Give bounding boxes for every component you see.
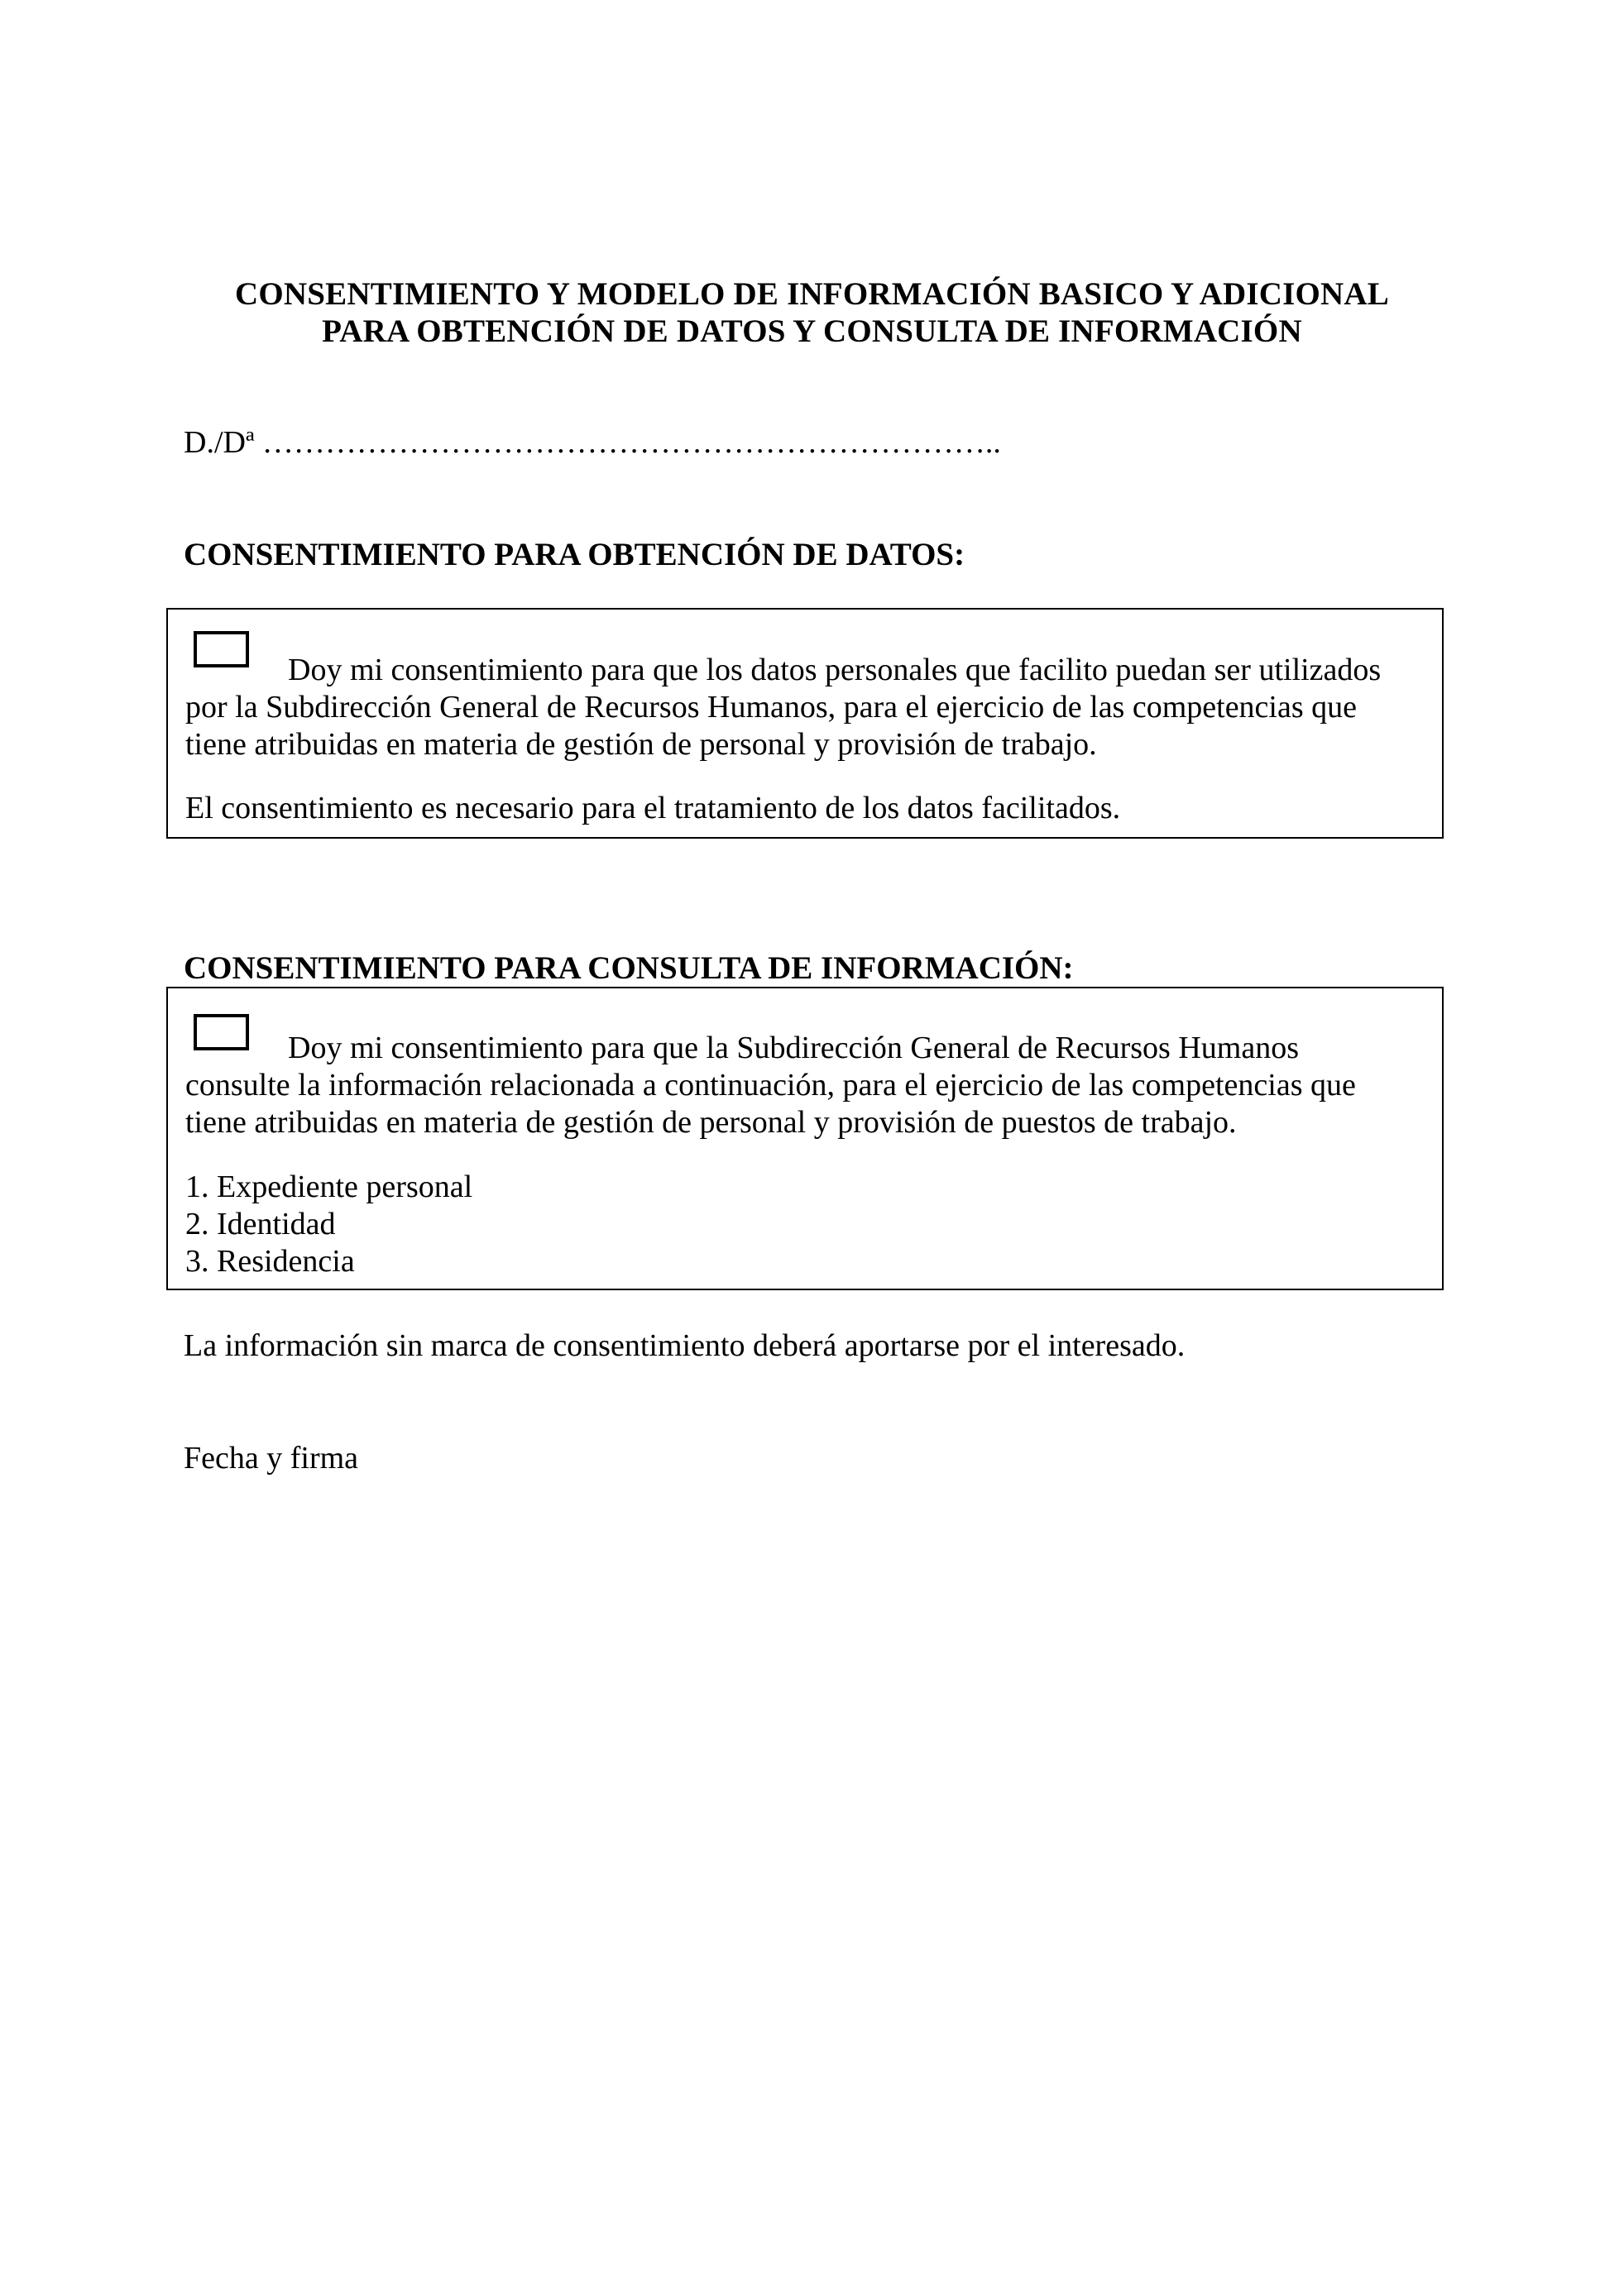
data-consent-heading: CONSENTIMIENTO PARA OBTENCIÓN DE DATOS: (184, 537, 965, 572)
list-item: 2. Identidad (185, 1207, 336, 1241)
info-consent-checkbox[interactable] (194, 1014, 249, 1050)
info-consent-text-line-3: tiene atribuidas en materia de gestión de personal y provisión de puestos de trabajo. (185, 1105, 1237, 1140)
info-consent-text-line-1: Doy mi consentimiento para que la Subdirección General de Recursos Humanos (288, 1031, 1299, 1065)
data-consent-checkbox[interactable] (194, 631, 249, 667)
list-item: 1. Expediente personal (185, 1170, 473, 1204)
name-field-line[interactable]: D./Dª …………………………………………………………….. (184, 425, 1001, 460)
data-consent-text-line-1: Doy mi consentimiento para que los datos personales que facilito puedan ser utilizados (288, 653, 1382, 687)
document-title-line-2: PARA OBTENCIÓN DE DATOS Y CONSULTA DE INFORMACIÓN (322, 313, 1302, 349)
info-consent-text-line-2: consulte la información relacionada a continuación, para el ejercicio de las competencias que (185, 1068, 1356, 1103)
list-item: 3. Residencia (185, 1244, 355, 1279)
info-consent-heading: CONSENTIMIENTO PARA CONSULTA DE INFORMACIÓN: (184, 950, 1074, 986)
data-consent-text-line-2: por la Subdirección General de Recursos Humanos, para el ejercicio de las competencias que (185, 690, 1358, 725)
data-consent-box (166, 608, 1444, 839)
footer-note: La información sin marca de consentimiento deberá aportarse por el interesado. (184, 1328, 1186, 1363)
data-consent-text-line-3: tiene atribuidas en materia de gestión de personal y provisión de trabajo. (185, 727, 1097, 762)
data-consent-note: El consentimiento es necesario para el tratamiento de los datos facilitados. (185, 791, 1121, 825)
info-consent-box (166, 987, 1444, 1290)
signature-label: Fecha y firma (184, 1441, 359, 1476)
document-title-line-1: CONSENTIMIENTO Y MODELO DE INFORMACIÓN BASICO Y ADICIONAL (235, 276, 1389, 312)
